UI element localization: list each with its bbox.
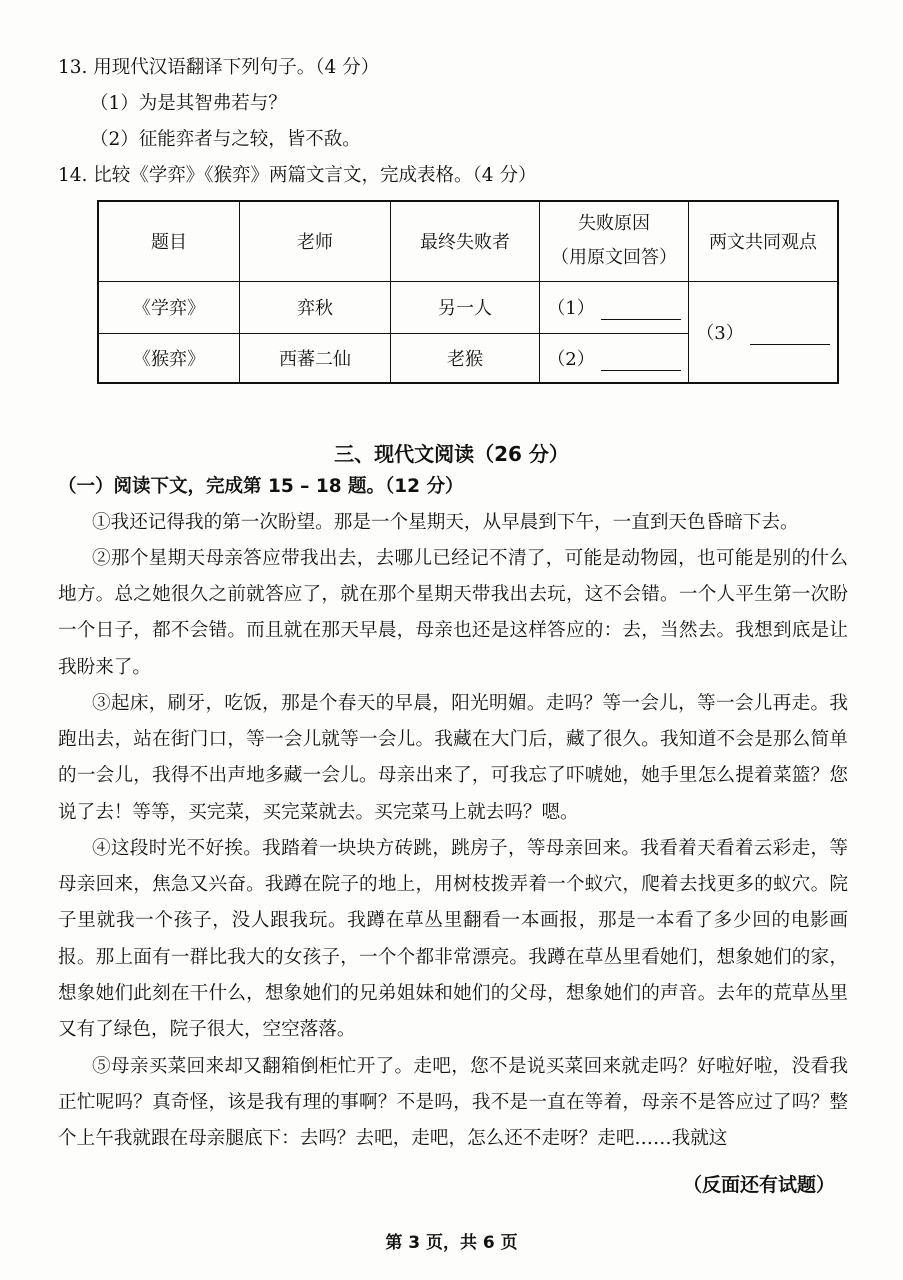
cell-reason[interactable] [540,333,689,383]
cell-common[interactable] [689,281,839,383]
cell-title: 《学弈》 [98,281,240,333]
header-loser: 最终失败者 [391,201,540,281]
question-13-item-2: （2）征能弈者与之较，皆不敌。 [90,129,361,150]
section-title: 三、现代文阅读（26 分） [334,442,569,466]
header-title: 题目 [98,201,240,281]
header-teacher: 老师 [240,201,391,281]
cell-teacher: 西蕃二仙 [240,333,391,383]
answer-blank[interactable] [601,352,681,371]
cell-teacher: 弈秋 [240,281,391,333]
paragraph-5: ⑤母亲买菜回来却又翻箱倒柜忙开了。走吧，您不是说买菜回来就走吗？好啦好啦，没看我正忙呢吗？真奇怪，该是我有理的事啊？不是吗，我不是一直在等着，母亲不是答应过了吗？整个上午我就跟在母亲腿底下：去吗？去吧，走吧，怎么还不走呀？走吧……我就这 [58,1056,848,1150]
paragraph-1: ①我还记得我的第一次盼望。那是一个星期天，从早晨到下午，一直到天色昏暗下去。 [92,512,799,533]
question-14-stem: 14. 比较《学弈》《猴弈》两篇文言文，完成表格。（4 分） [58,165,537,186]
cell-title: 《猴弈》 [98,333,240,383]
comparison-table [97,200,839,384]
header-common: 两文共同观点 [689,201,839,281]
cell-reason[interactable] [540,281,689,333]
header-reason-line1: 失败原因 [578,213,650,235]
part-intro: （一）阅读下文，完成第 15 – 18 题。（12 分） [58,476,464,497]
continued-note: （反面还有试题） [682,1174,835,1196]
reason-label: （1） [547,298,595,319]
paragraph-2: ②那个星期天母亲答应带我出去，去哪儿已经记不清了，可能是动物园，也可能是别的什么地方。总之她很久之前就答应了，就在那个星期天带我出去玩，这不会错。一个人平生第一次盼一个日子，都不会错。而且就在那天早晨，母亲也还是这样答应的：去，当然去。我想到底是让我盼来了。 [58,548,848,678]
common-label: （3） [696,322,744,344]
cell-loser: 另一人 [391,281,540,333]
page-number: 第 3 页，共 6 页 [385,1233,518,1253]
question-13-stem: 13. 用现代汉语翻译下列句子。（4 分） [58,57,380,78]
answer-blank[interactable] [750,326,830,345]
header-reason-line2: （用原文回答） [551,247,677,269]
table-row [98,281,838,333]
header-reason [540,201,689,281]
answer-blank[interactable] [601,301,681,320]
cell-loser: 老猴 [391,333,540,383]
paragraph-4: ④这段时光不好挨。我踏着一块块方砖跳，跳房子，等母亲回来。我看着天看着云彩走，等母亲回来，焦急又兴奋。我蹲在院子的地上，用树枝拨弄着一个蚁穴，爬着去找更多的蚁穴。院子里就我一个孩子，没人跟我玩。我蹲在草丛里翻看一本画报，那是一本看了多少回的电影画报。那上面有一群比我大的女孩子，一个个都非常漂亮。我蹲在草丛里看她们，想象她们的家，想象她们此刻在干什么，想象她们的兄弟姐妹和她们的父母，想象她们的声音。去年的荒草丛里又有了绿色，院子很大，空空落落。 [58,838,848,1041]
question-13-item-1: （1）为是其智弗若与？ [90,93,287,114]
paragraph-3: ③起床，刷牙，吃饭，那是个春天的早晨，阳光明媚。走吗？等一会儿，等一会儿再走。我跑出去，站在街门口，等一会儿就等一会儿。我藏在大门后，藏了很久。我知道不会是那么简单的一会儿，我得不出声地多藏一会儿。母亲出来了，可我忘了吓唬她，她手里怎么提着菜篮？您说了去！等等，买完菜，买完菜就去。买完菜马上就去吗？嗯。 [58,693,848,823]
reason-label: （2） [547,348,595,370]
